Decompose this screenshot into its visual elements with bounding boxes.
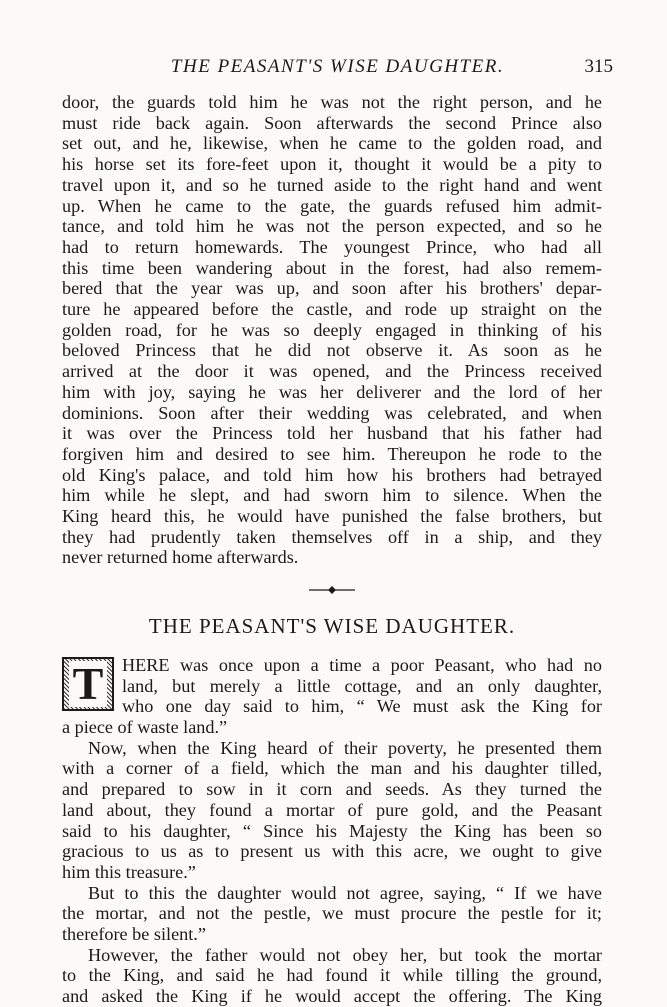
text-line: and prepared to sow in it corn and seeds. As they turned the <box>62 779 602 800</box>
text-line: they had prudently taken themselves off in a ship, and they <box>62 526 602 547</box>
text-line: gracious to us as to present us with this acre, we ought to give <box>62 841 602 862</box>
text-line: set out, and he, likewise, when he came to the golden road, and <box>62 133 602 154</box>
text-line: said to his daughter, “ Since his Majesty the King has been so <box>62 820 602 841</box>
previous-story-ending <box>62 92 602 568</box>
text-line: to the King, and said he had found it while tilling the ground, <box>62 965 602 986</box>
text-line: dominions. Soon after their wedding was celebrated, and when <box>62 402 602 423</box>
text-line: never returned home afterwards. <box>62 547 299 568</box>
paragraph-2 <box>62 738 602 883</box>
paragraph-3 <box>62 883 602 945</box>
text-line: ture he appeared before the castle, and rode up straight on the <box>62 299 602 320</box>
text-line: him with joy, saying he was her deliverer and the lord of her <box>62 381 602 402</box>
first-paragraph <box>62 655 602 738</box>
text-line: arrived at the door it was opened, and the Princess received <box>62 361 602 382</box>
text-line: But to this the daughter would not agree, saying, “ If we have <box>88 882 602 903</box>
diamond-rule-icon <box>309 585 355 595</box>
text-line: Now, when the King heard of their poverty, he presented them <box>88 737 602 758</box>
text-line: the mortar, and not the pestle, we must procure the pestle for it; <box>62 903 602 924</box>
text-line: a piece of waste land.” <box>62 716 228 737</box>
text-line: door, the guards told him he was not the right person, and he <box>62 92 602 112</box>
text-line: beloved Princess that he did not observe it. As soon as he <box>62 340 602 361</box>
text-line: golden road, for he was so deeply engaged in thinking of his <box>62 319 602 340</box>
page-number: 315 <box>584 56 613 77</box>
text-line: this time been wandering about in the forest, had also remem- <box>62 257 602 278</box>
text-line: old King's palace, and told him how his brothers had betrayed <box>62 464 602 485</box>
text-line: land about, they found a mortar of pure gold, and the Peasant <box>62 799 602 820</box>
story-title: THE PEASANT'S WISE DAUGHTER. <box>148 614 516 639</box>
text-line: therefore be silent.” <box>62 924 206 945</box>
paragraph-4 <box>62 945 602 1007</box>
page-header <box>62 56 613 80</box>
text-line: who one day said to him, “ We must ask the King for <box>122 696 602 717</box>
text-line: his horse set its fore-feet upon it, thought it would be a pity to <box>62 154 602 175</box>
text-line: him this treasure.” <box>62 861 196 882</box>
text-line: it was over the Princess told her husband that his father had <box>62 423 602 444</box>
text-line: forgiven him and desired to see him. Thereupon he rode to the <box>62 443 602 464</box>
text-line: had to return homewards. The youngest Prince, who had all <box>62 236 602 257</box>
text-line: tance, and told him he was not the person expected, and so he <box>62 216 602 237</box>
text-line: and asked the King if he would accept the offering. The King <box>62 986 602 1007</box>
text-line: up. When he came to the gate, the guards refused him admit- <box>62 195 602 216</box>
running-title: THE PEASANT'S WISE DAUGHTER. <box>170 56 505 77</box>
drop-cap-letter: T <box>69 661 108 707</box>
page-body <box>62 92 602 1007</box>
text-line: However, the father would not obey her, but took the mortar <box>88 944 602 965</box>
text-line: him while he slept, and had sworn him to silence. When the <box>62 485 602 506</box>
text-line: land, but merely a little cottage, and an only daughter, <box>122 675 602 696</box>
section-divider-ornament <box>62 580 602 600</box>
text-line: travel upon it, and so he turned aside to the right hand and went <box>62 174 602 195</box>
text-line: bered that the year was up, and soon after his brothers' depar- <box>62 278 602 299</box>
text-line: with a corner of a field, which the man and his daughter tilled, <box>62 758 602 779</box>
text-line: HERE was once upon a time a poor Peasant, who had no <box>122 654 602 675</box>
text-line: King heard this, he would have punished the false brothers, but <box>62 506 602 527</box>
drop-cap-ornamental-initial <box>62 657 114 711</box>
text-line: must ride back again. Soon afterwards the second Prince also <box>62 112 602 133</box>
